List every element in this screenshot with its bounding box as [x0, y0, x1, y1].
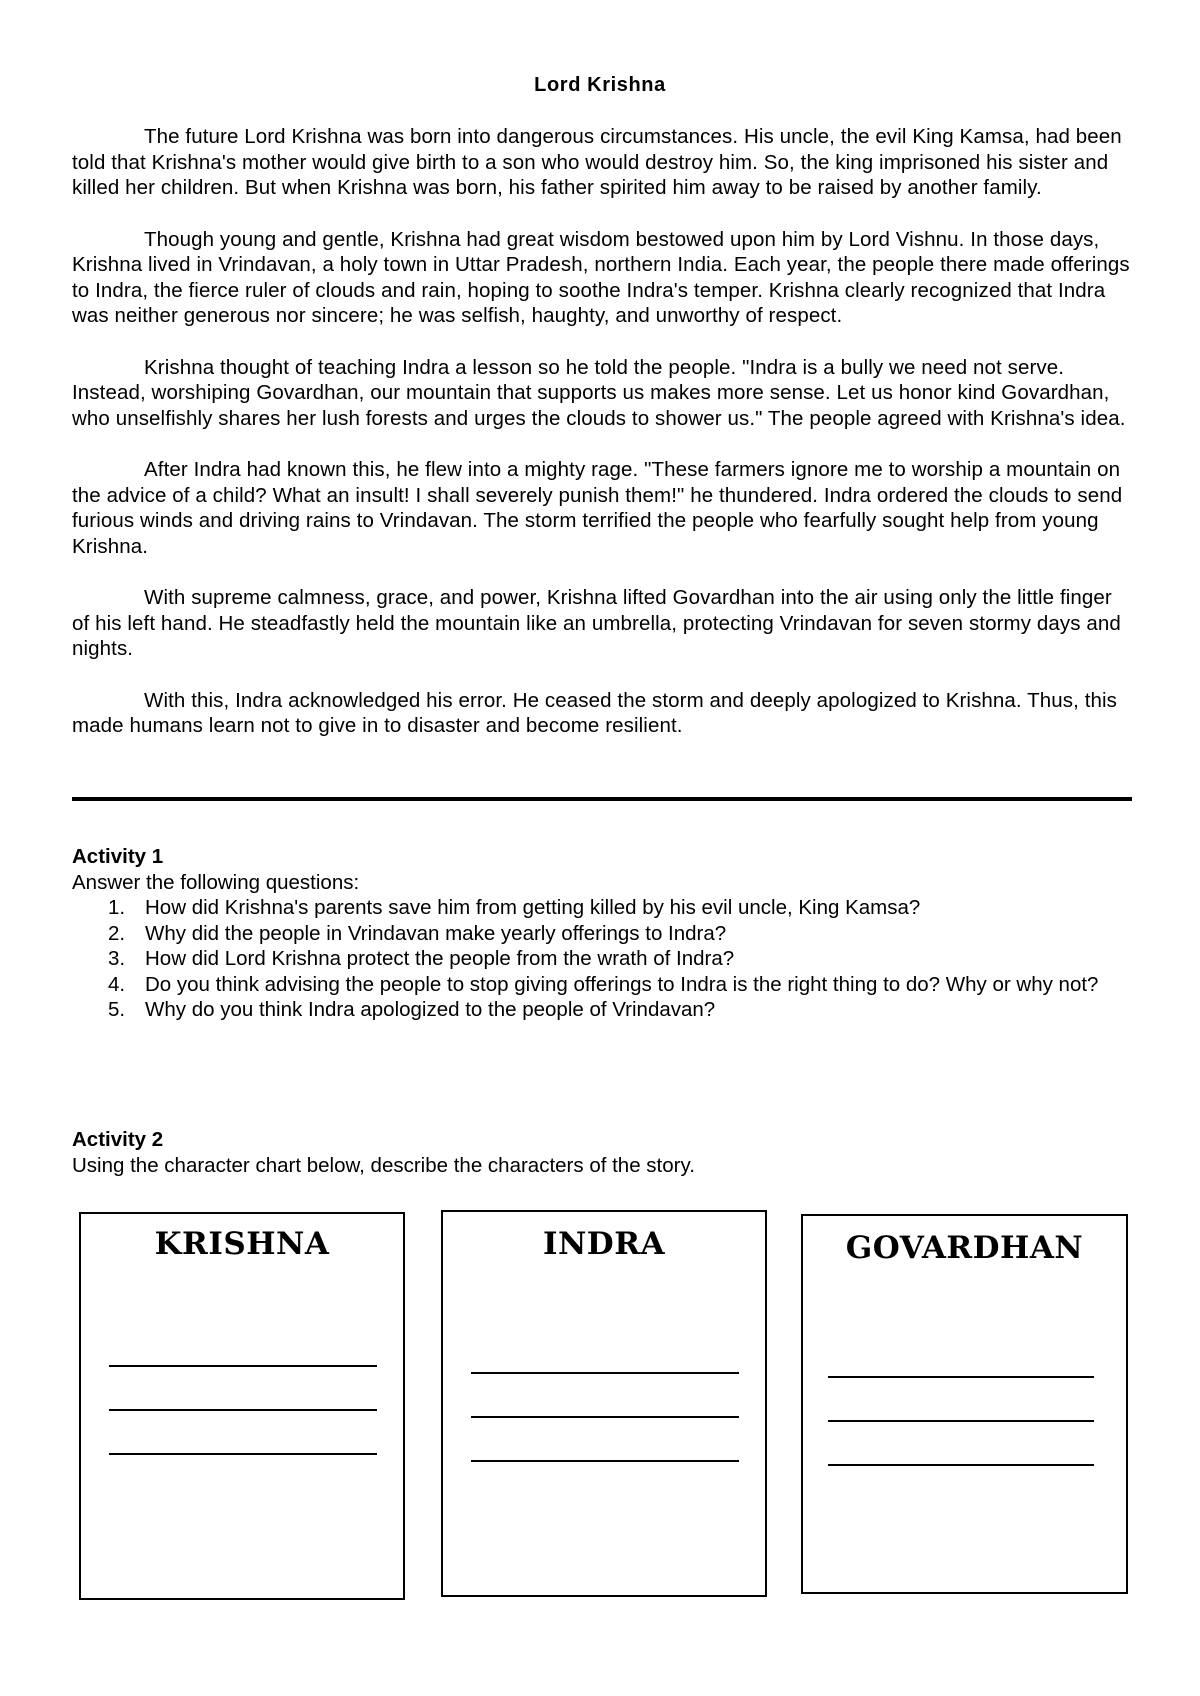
- answer-line[interactable]: [109, 1365, 377, 1367]
- activity-2: [72, 1127, 1134, 1178]
- activity-1-heading: Activity 1: [72, 845, 164, 868]
- story-paragraph: With supreme calmness, grace, and power, Krishna lifted Govardhan into the air using only the little finger of his left hand. He steadfastly held the mountain like an umbrella, protecting Vrindavan for seven stormy days and nights.: [72, 586, 1121, 660]
- story-paragraph: Though young and gentle, Krishna had great wisdom bestowed upon him by Lord Vishnu. In those days, Krishna lived in Vrindavan, a holy town in Uttar Pradesh, northern India. Each year, the people there made offerings to Indra, the fierce ruler of clouds and rain, hoping to soothe Indra's temper. Krishna clearly recognized that Indra was neither generous nor sincere; he was selfish, haughty, and unworthy of respect.: [72, 227, 1130, 327]
- character-box-govardhan: [801, 1214, 1128, 1594]
- character-box-indra: [441, 1210, 767, 1597]
- answer-line[interactable]: [109, 1409, 377, 1411]
- story-paragraph: The future Lord Krishna was born into dangerous circumstances. His uncle, the evil King Kamsa, had been told that Krishna's mother would give birth to a son who would destroy him. So, the king imprisoned his sister and killed her children. But when Krishna was born, his father spirited him away to be raised by another family.: [72, 125, 1122, 199]
- question-number: 2.: [108, 921, 126, 945]
- question-item: [72, 895, 1134, 921]
- question-item: [72, 972, 1134, 998]
- answer-line[interactable]: [471, 1460, 739, 1462]
- question-text: Why did the people in Vrindavan make yearly offerings to Indra?: [145, 921, 727, 945]
- answer-line[interactable]: [471, 1416, 739, 1418]
- story-text: [72, 124, 1134, 739]
- story-paragraph: After Indra had known this, he flew into a mighty rage. "These farmers ignore me to worship a mountain on the advice of a child? What an insult! I shall severely punish them!" he thundered. Indra ordered the clouds to send furious winds and driving rains to Vrindavan. The storm terrified the people who fearfully sought help from young Krishna.: [72, 458, 1123, 558]
- question-text: How did Krishna's parents save him from getting killed by his evil uncle, King Kamsa?: [145, 896, 921, 919]
- question-list: [72, 895, 1134, 1023]
- character-name: GOVARDHAN: [845, 1230, 1084, 1266]
- answer-line[interactable]: [828, 1464, 1094, 1466]
- question-number: 1.: [108, 896, 126, 919]
- answer-line[interactable]: [471, 1372, 739, 1374]
- question-number: 5.: [108, 998, 126, 1021]
- question-number: 3.: [108, 947, 126, 970]
- activity-2-heading: Activity 2: [72, 1128, 164, 1151]
- character-name: KRISHNA: [154, 1226, 330, 1262]
- story-paragraph: With this, Indra acknowledged his error. He ceased the storm and deeply apologized to Krishna. Thus, this made humans learn not to give in to disaster and become resilient.: [72, 688, 1118, 737]
- story-paragraph: Krishna thought of teaching Indra a lesson so he told the people. "Indra is a bully we need not serve. Instead, worshiping Govardhan, our mountain that supports us makes more sense. Let us honor kind Govardhan, who unselfishly shares her lush forests and urges the clouds to shower us." The people agreed with Krishna's idea.: [72, 355, 1126, 430]
- activity-1-instruction: Answer the following questions:: [72, 870, 360, 894]
- answer-line[interactable]: [828, 1420, 1094, 1422]
- question-number: 4.: [108, 972, 126, 996]
- question-text: How did Lord Krishna protect the people from the wrath of Indra?: [145, 947, 735, 970]
- question-item: [72, 997, 1134, 1023]
- section-divider: [72, 797, 1132, 801]
- answer-line[interactable]: [828, 1376, 1094, 1378]
- question-item: [72, 921, 1134, 947]
- question-text: Why do you think Indra apologized to the people of Vrindavan?: [145, 998, 716, 1021]
- question-item: [72, 946, 1134, 972]
- answer-line[interactable]: [109, 1453, 377, 1455]
- activity-2-instruction: Using the character chart below, describe the characters of the story.: [72, 1153, 695, 1177]
- activity-1: [72, 844, 1134, 1023]
- page-title: Lord Krishna: [534, 74, 666, 96]
- question-text: Do you think advising the people to stop giving offerings to Indra is the right thing to do? Why or why not?: [145, 972, 1099, 996]
- character-box-krishna: [79, 1212, 405, 1600]
- character-name: INDRA: [542, 1226, 666, 1262]
